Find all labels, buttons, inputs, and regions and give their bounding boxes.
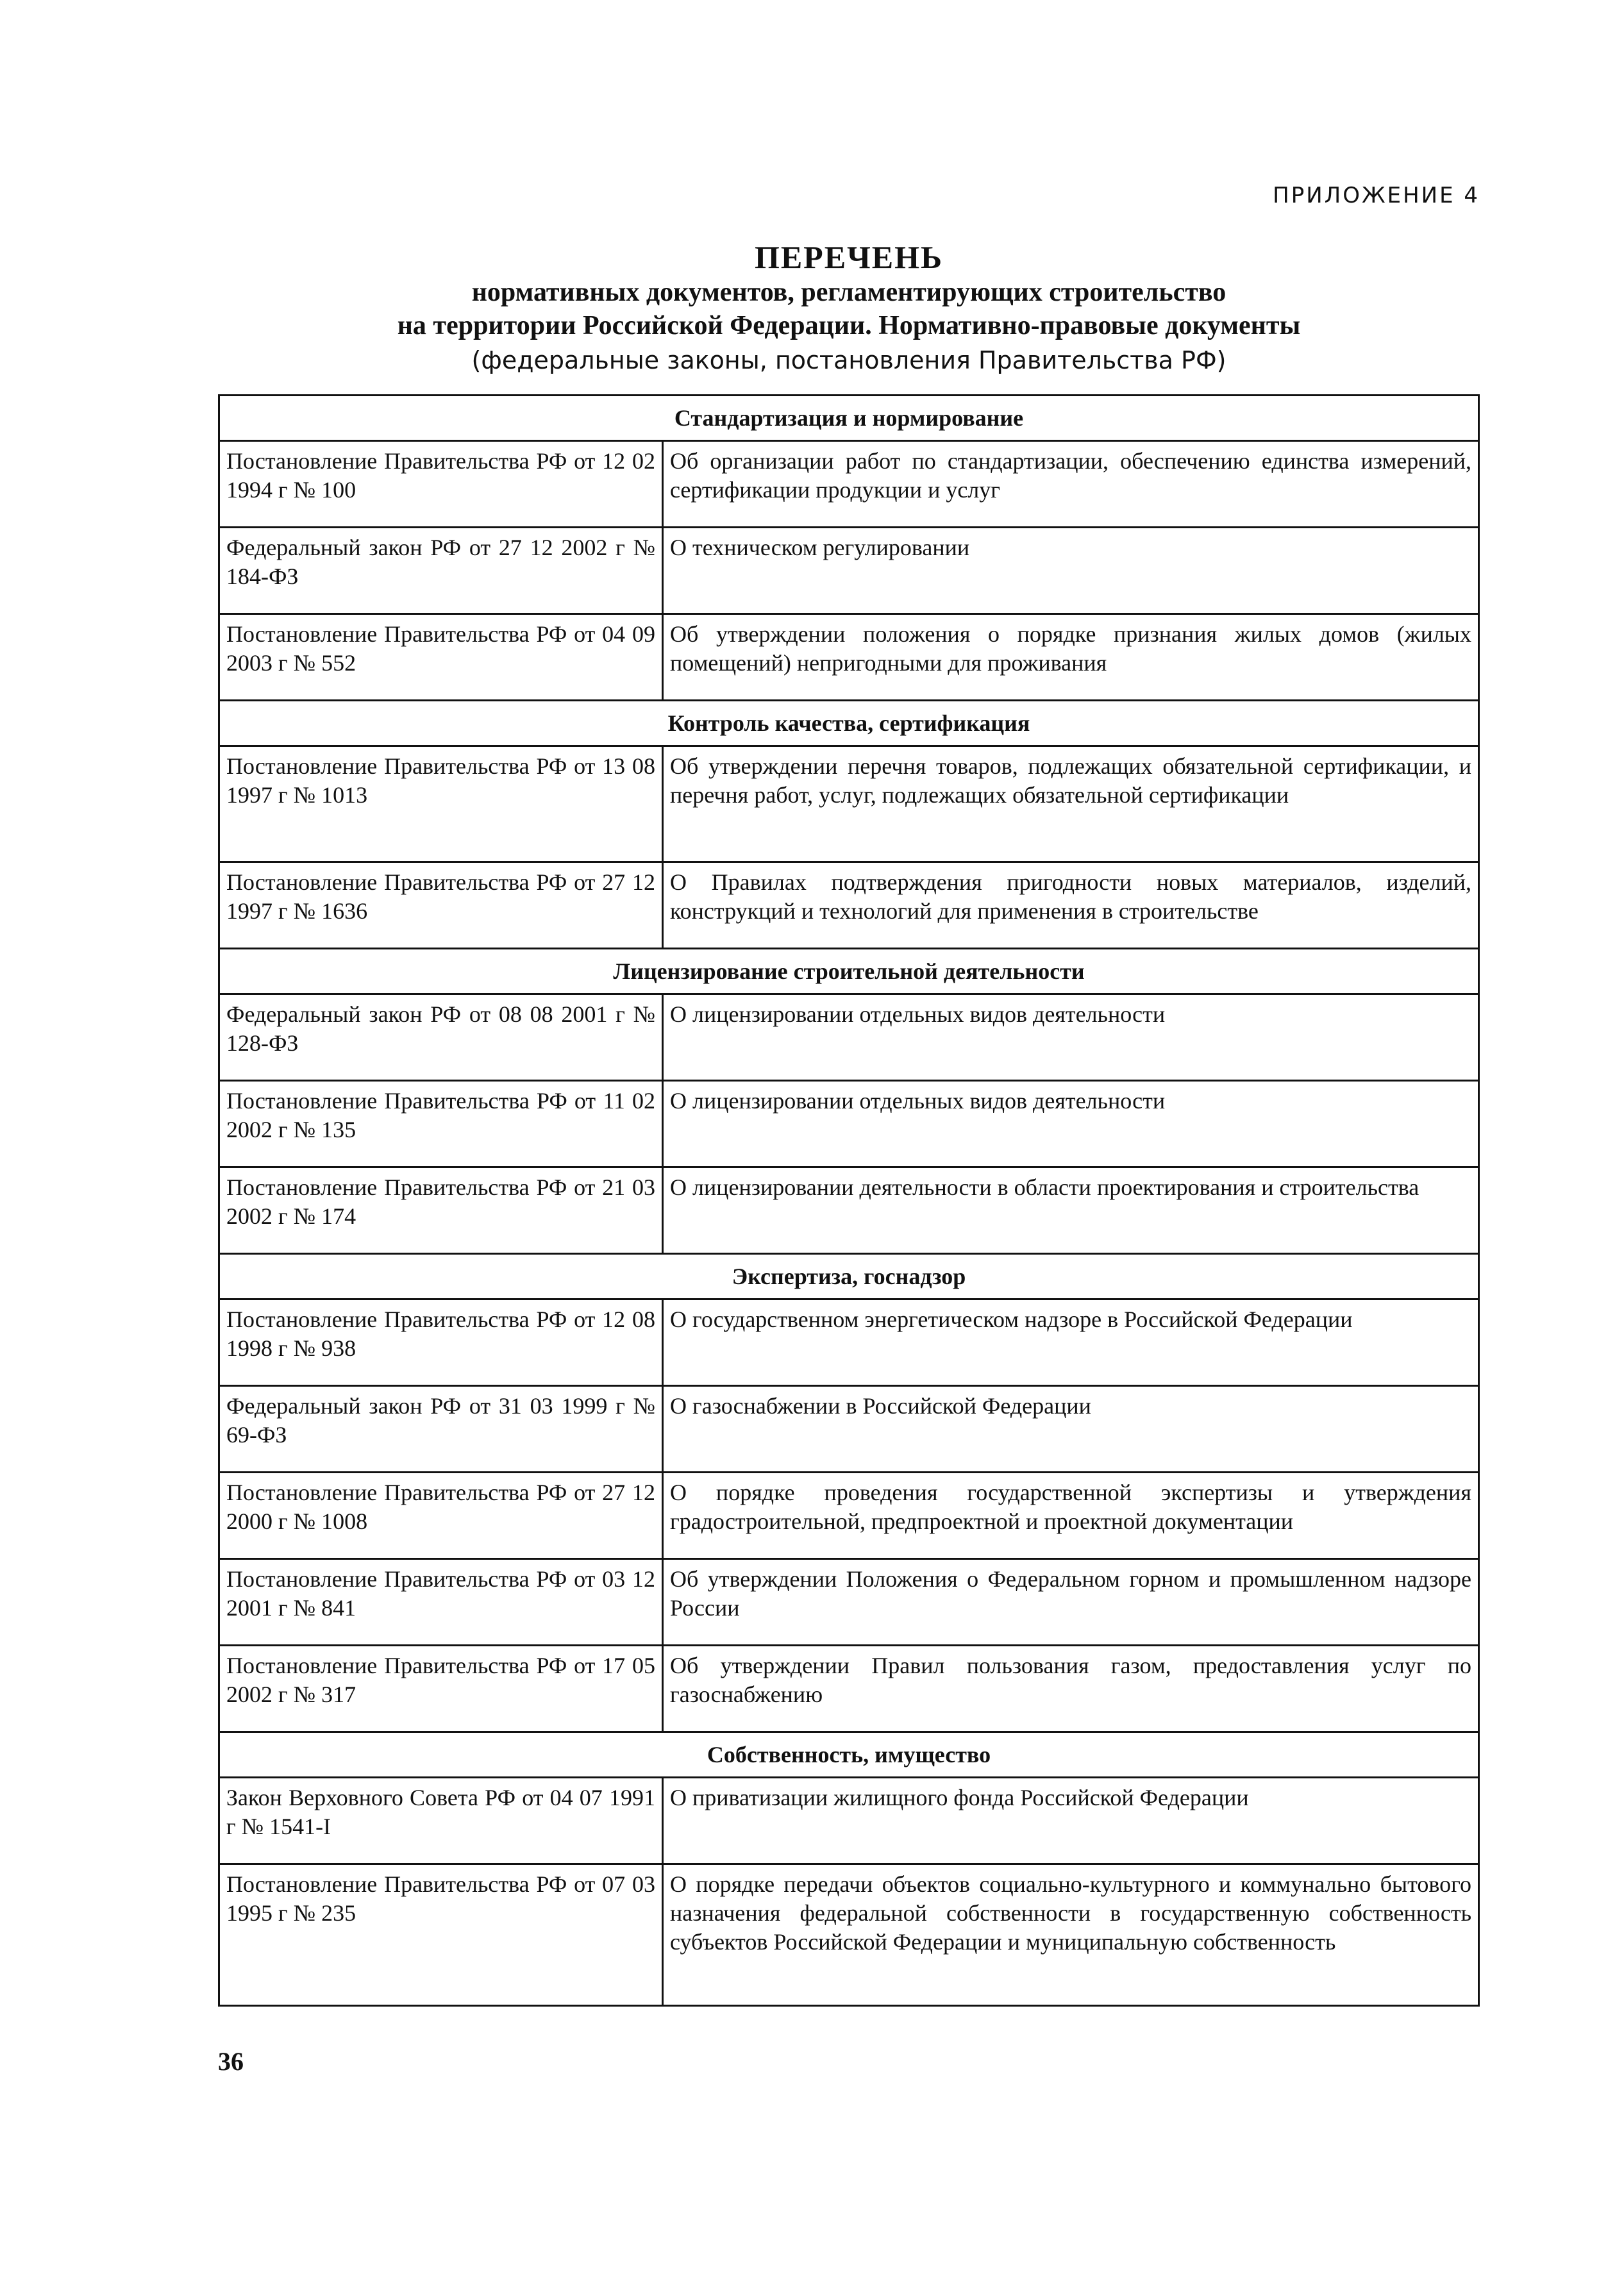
table-row — [219, 746, 1479, 862]
document-reference: Постановление Правительства РФ от 11 02 2002 г № 135 — [219, 1081, 663, 1167]
page-number: 36 — [218, 2047, 244, 2076]
title-line-1: нормативных документов, регламентирующих строительство — [471, 278, 1226, 307]
document-title-cell: О лицензировании деятельности в области проектирования и строительства — [663, 1167, 1479, 1254]
document-title-cell: О приватизации жилищного фонда Российской Федерации — [663, 1778, 1479, 1864]
table-row — [219, 1778, 1479, 1864]
table-row — [219, 1559, 1479, 1646]
document-title-cell: О порядке передачи объектов социально-культурного и коммунально бытового назначения федеральной собственности в государственную собственность субъектов Российской Федерации и муниципальную собственность — [663, 1864, 1479, 2006]
document-title-cell: Об организации работ по стандартизации, обеспечению единства измерений, сертификации продукции и услуг — [663, 441, 1479, 528]
document-reference: Постановление Правительства РФ от 27 12 2000 г № 1008 — [219, 1473, 663, 1559]
document-title-cell: Об утверждении перечня товаров, подлежащих обязательной сертификации, и перечня работ, услуг, подлежащих обязательной сертификации — [663, 746, 1479, 862]
document-reference: Постановление Правительства РФ от 12 02 1994 г № 100 — [219, 441, 663, 528]
section-heading: Стандартизация и нормирование — [219, 396, 1479, 441]
title-note: (федеральные законы, постановления Правительства РФ) — [471, 346, 1226, 374]
document-reference: Закон Верховного Совета РФ от 04 07 1991 г № 1541-I — [219, 1778, 663, 1864]
document-reference: Постановление Правительства РФ от 13 08 1997 г № 1013 — [219, 746, 663, 862]
document-reference: Федеральный закон РФ от 08 08 2001 г № 128-ФЗ — [219, 994, 663, 1081]
document-title-cell: О лицензировании отдельных видов деятельности — [663, 1081, 1479, 1167]
table-row — [219, 1864, 1479, 2006]
document-reference: Федеральный закон РФ от 31 03 1999 г № 69-ФЗ — [219, 1386, 663, 1473]
section-heading-row — [219, 1254, 1479, 1299]
table-row — [219, 1473, 1479, 1559]
section-heading-row — [219, 949, 1479, 994]
table-row — [219, 528, 1479, 614]
document-title-cell: О техническом регулировании — [663, 528, 1479, 614]
document-title-cell: О газоснабжении в Российской Федерации — [663, 1386, 1479, 1473]
table-row — [219, 1646, 1479, 1732]
table-row — [219, 994, 1479, 1081]
document-title-cell: Об утверждении положения о порядке признания жилых домов (жилых помещений) непригодными для проживания — [663, 614, 1479, 701]
section-heading-row — [219, 1732, 1479, 1778]
table-row — [219, 1167, 1479, 1254]
section-heading: Лицензирование строительной деятельности — [219, 949, 1479, 994]
table-row — [219, 1081, 1479, 1167]
document-reference: Федеральный закон РФ от 27 12 2002 г № 184-ФЗ — [219, 528, 663, 614]
document-reference: Постановление Правительства РФ от 27 12 1997 г № 1636 — [219, 862, 663, 949]
document-reference: Постановление Правительства РФ от 12 08 1998 г № 938 — [219, 1299, 663, 1386]
section-heading: Экспертиза, госнадзор — [219, 1254, 1479, 1299]
table-row — [219, 1386, 1479, 1473]
table-row — [219, 441, 1479, 528]
section-heading: Собственность, имущество — [219, 1732, 1479, 1778]
section-heading-row — [219, 701, 1479, 746]
document-reference: Постановление Правительства РФ от 03 12 2001 г № 841 — [219, 1559, 663, 1646]
document-title-cell: Об утверждении Правил пользования газом, предоставления услуг по газоснабжению — [663, 1646, 1479, 1732]
document-title-cell: О порядке проведения государственной экспертизы и утверждения градостроительной, предпроектной и проектной документации — [663, 1473, 1479, 1559]
document-reference: Постановление Правительства РФ от 07 03 1995 г № 235 — [219, 1864, 663, 2006]
document-title — [218, 238, 1480, 378]
section-heading-row — [219, 396, 1479, 441]
document-title-cell: О лицензировании отдельных видов деятельности — [663, 994, 1479, 1081]
document-reference: Постановление Правительства РФ от 21 03 2002 г № 174 — [219, 1167, 663, 1254]
section-heading: Контроль качества, сертификация — [219, 701, 1479, 746]
document-reference: Постановление Правительства РФ от 17 05 2002 г № 317 — [219, 1646, 663, 1732]
title-line-2: на территории Российской Федерации. Нормативно-правовые документы — [397, 311, 1301, 340]
title-main: ПЕРЕЧЕНЬ — [754, 239, 944, 275]
document-title-cell: О государственном энергетическом надзоре в Российской Федерации — [663, 1299, 1479, 1386]
appendix-label: ПРИЛОЖЕНИЕ 4 — [1273, 183, 1480, 208]
document-title-cell: О Правилах подтверждения пригодности новых материалов, изделий, конструкций и технологий для применения в строительстве — [663, 862, 1479, 949]
table-row — [219, 862, 1479, 949]
table-row — [219, 614, 1479, 701]
documents-table — [218, 394, 1480, 2007]
document-title-cell: Об утверждении Положения о Федеральном горном и промышленном надзоре России — [663, 1559, 1479, 1646]
document-reference: Постановление Правительства РФ от 04 09 2003 г № 552 — [219, 614, 663, 701]
table-row — [219, 1299, 1479, 1386]
